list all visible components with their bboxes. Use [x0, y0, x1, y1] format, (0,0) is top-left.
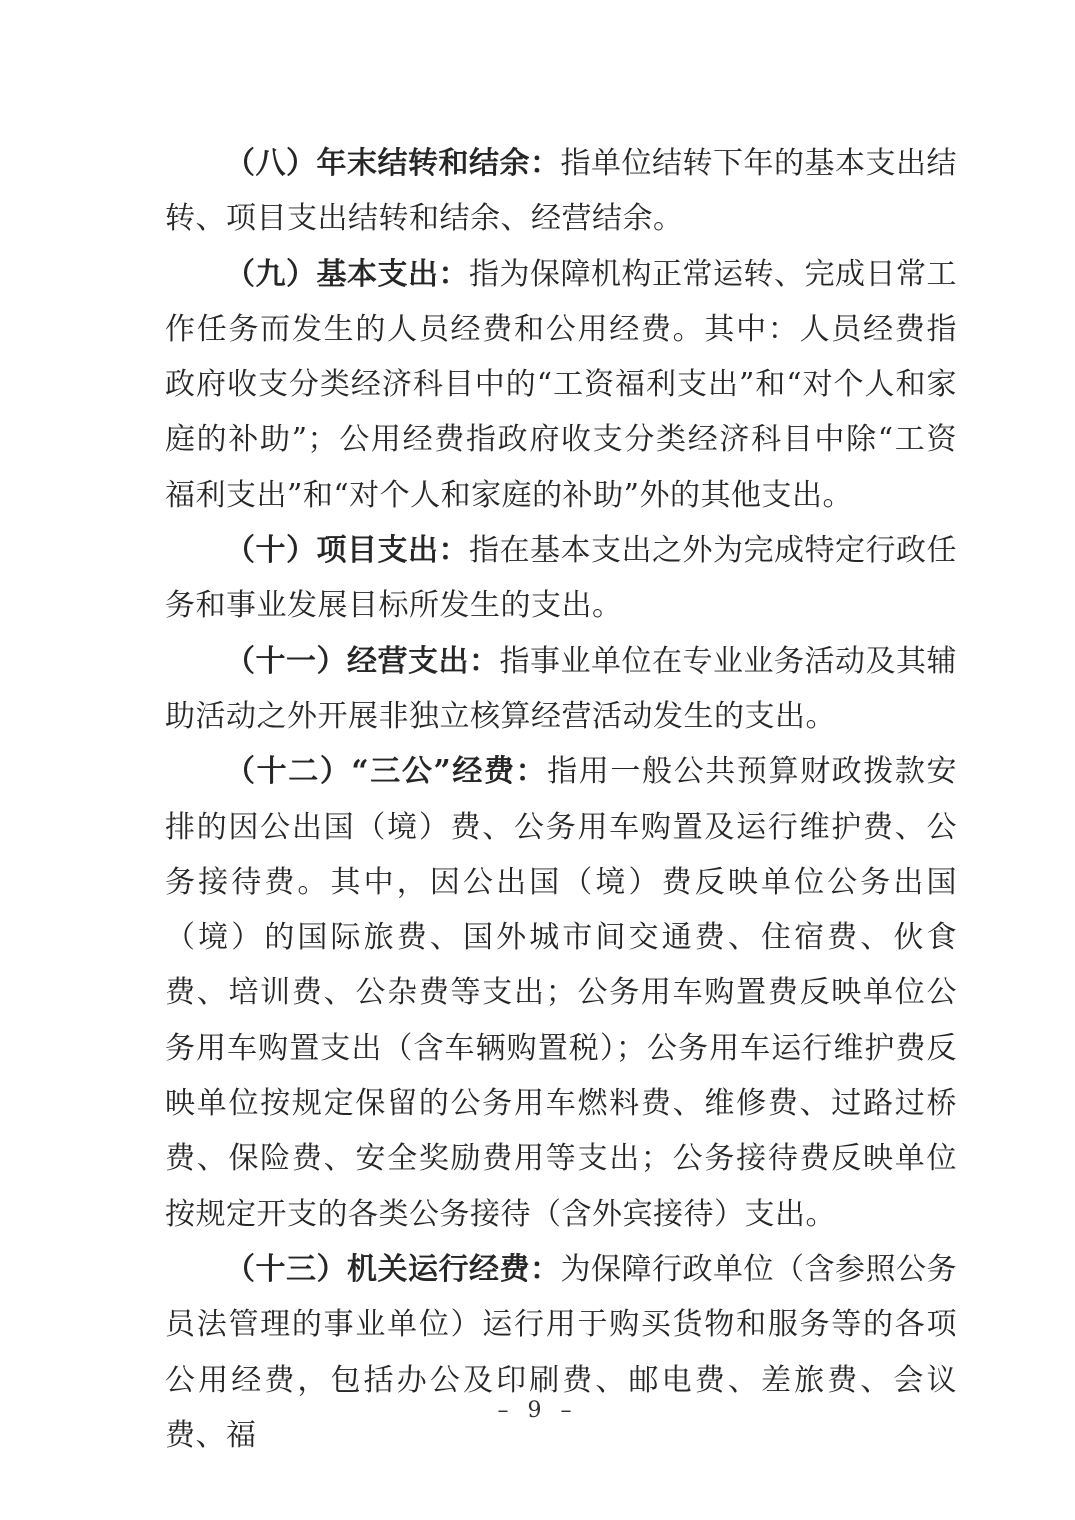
document-body — [165, 136, 957, 1463]
paragraph-9-body: 指为保障机构正常运转、完成日常工作任务而发生的人员经费和公用经费。其中：人员经费指政府收支分类经济科目中的“工资福利支出”和“对个人和家庭的补助”；公用经费指政府收支分类经济科目中除“工资福利支出”和“对个人和家庭的补助”外的其他支出。 — [165, 256, 957, 513]
paragraph-13-heading: （十三）机关运行经费： — [225, 1251, 561, 1287]
paragraph-10 — [165, 523, 957, 634]
paragraph-12-heading: （十二）“三公”经费： — [225, 754, 548, 790]
paragraph-8-heading: （八）年末结转和结余： — [225, 146, 561, 181]
paragraph-10-body: 指在基本支出之外为完成特定行政任务和事业发展目标所发生的支出。 — [165, 533, 957, 624]
page-number: – 9 – — [497, 1398, 578, 1423]
paragraph-8 — [165, 136, 957, 247]
paragraph-10-heading: （十）项目支出： — [225, 533, 469, 569]
paragraph-13-body: 为保障行政单位（含参照公务员法管理的事业单位）运行用于购买货物和服务等的各项公用经费，包括办公及印刷费、邮电费、差旅费、会议费、福 — [165, 1251, 957, 1453]
paragraph-9 — [165, 247, 957, 523]
paragraph-9-heading: （九）基本支出： — [225, 256, 469, 292]
paragraph-8-body: 指单位结转下年的基本支出结转、项目支出结转和结余、经营结余。 — [165, 146, 957, 237]
paragraph-11 — [165, 634, 957, 745]
paragraph-12-body: 指用一般公共预算财政拨款安排的因公出国（境）费、公务用车购置及运行维护费、公务接待费。其中，因公出国（境）费反映单位公务出国（境）的国际旅费、国外城市间交通费、住宿费、伙食费、培训费、公杂费等支出；公务用车购置费反映单位公务用车购置支出（含车辆购置税）；公务用车运行维护费反映单位按规定保留的公务用车燃料费、维修费、过路过桥费、保险费、安全奖励费用等支出；公务接待费反映单位按规定开支的各类公务接待（含外宾接待）支出。 — [165, 754, 957, 1232]
paragraph-12 — [165, 744, 957, 1242]
paragraph-11-heading: （十一）经营支出： — [225, 643, 500, 679]
paragraph-11-body: 指事业单位在专业业务活动及其辅助活动之外开展非独立核算经营活动发生的支出。 — [165, 643, 957, 734]
paragraph-13 — [165, 1242, 957, 1463]
